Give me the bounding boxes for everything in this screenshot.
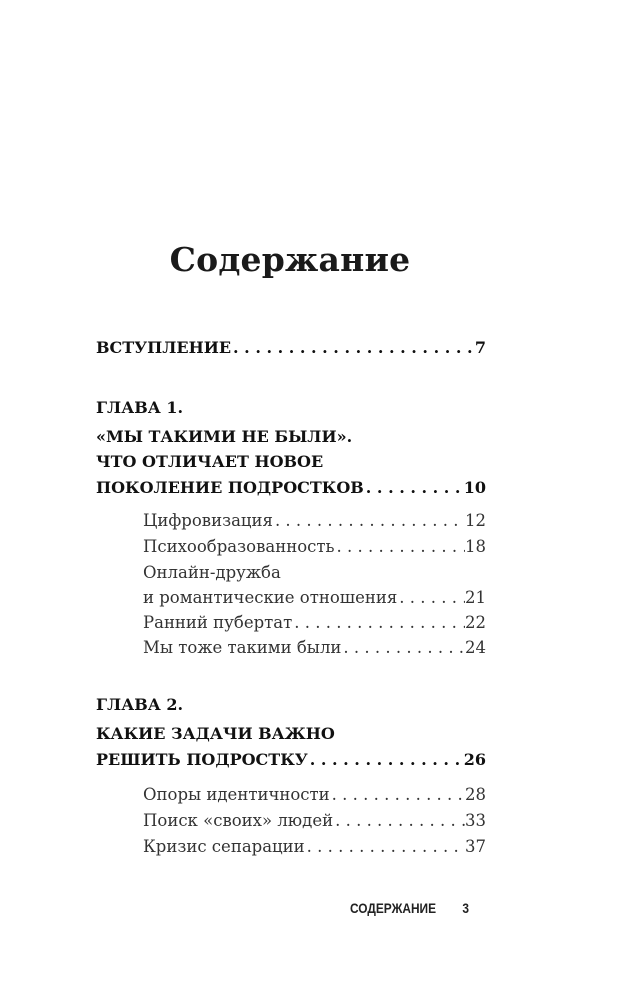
toc-page-number: 7 (474, 338, 486, 357)
chapter-1-title-line: ЧТО ОТЛИЧАЕТ НОВОЕ (96, 452, 324, 471)
running-footer (350, 900, 469, 916)
leader-dots (273, 509, 465, 533)
toc-page-number: 26 (463, 750, 486, 769)
toc-entry-text: Психообразованность (143, 537, 335, 556)
toc-subentry[interactable] (143, 535, 486, 559)
toc-subentry[interactable] (143, 509, 486, 533)
toc-page-number: 18 (465, 537, 486, 556)
chapter-1-title-line: «МЫ ТАКИМИ НЕ БЫЛИ». (96, 427, 353, 446)
toc-entry-chapter-2[interactable] (96, 748, 486, 772)
toc-entry-text: Кризис сепарации (143, 837, 305, 856)
page-title: Содержание (169, 240, 411, 279)
toc-page-number: 37 (465, 837, 486, 856)
leader-dots (231, 336, 475, 360)
toc-entry-text: Ранний пубертат (143, 613, 293, 632)
leader-dots (330, 783, 465, 807)
toc-subentry[interactable] (143, 586, 486, 610)
leader-dots (364, 476, 464, 500)
toc-page-number: 24 (465, 638, 486, 657)
chapter-2-label: ГЛАВА 2. (96, 695, 184, 714)
chapter-2-title-line: КАКИЕ ЗАДАЧИ ВАЖНО (96, 724, 335, 743)
toc-entry-text: и романтические отношения (143, 588, 398, 607)
toc-page-number: 33 (465, 811, 486, 830)
toc-entry-chapter-1[interactable] (96, 476, 486, 500)
toc-entry-text: Цифровизация (143, 511, 273, 530)
footer-section-title: СОДЕРЖАНИЕ (350, 900, 437, 916)
footer-page-number: 3 (462, 900, 469, 916)
toc-entry-text: Поиск «своих» людей (143, 811, 334, 830)
toc-page-number: 28 (465, 785, 486, 804)
leader-dots (292, 611, 465, 635)
toc-page-number: 21 (465, 588, 486, 607)
toc-subentry[interactable] (143, 783, 486, 807)
toc-entry-text: Мы тоже такими были (143, 638, 342, 657)
toc-entry-text: ПОКОЛЕНИЕ ПОДРОСТКОВ (96, 478, 364, 497)
toc-subentry[interactable] (143, 809, 486, 833)
toc-subentry[interactable] (143, 611, 486, 635)
toc-entry-text: Опоры идентичности (143, 785, 330, 804)
toc-page-number: 10 (463, 478, 486, 497)
toc-entry-intro[interactable] (96, 336, 486, 360)
toc-page-number: 12 (465, 511, 486, 530)
leader-dots (308, 748, 464, 772)
chapter-1-label: ГЛАВА 1. (96, 398, 184, 417)
leader-dots (341, 636, 465, 660)
leader-dots (333, 809, 465, 833)
leader-dots (334, 535, 465, 559)
toc-page-number: 22 (465, 613, 486, 632)
toc-subentry[interactable] (143, 835, 486, 859)
leader-dots (397, 586, 465, 610)
leader-dots (305, 835, 465, 859)
toc-entry-text: ВСТУПЛЕНИЕ (96, 338, 232, 357)
toc-entry-text: РЕШИТЬ ПОДРОСТКУ (96, 750, 308, 769)
toc-subentry-line: Онлайн-дружба (143, 563, 281, 582)
toc-subentry[interactable] (143, 636, 486, 660)
